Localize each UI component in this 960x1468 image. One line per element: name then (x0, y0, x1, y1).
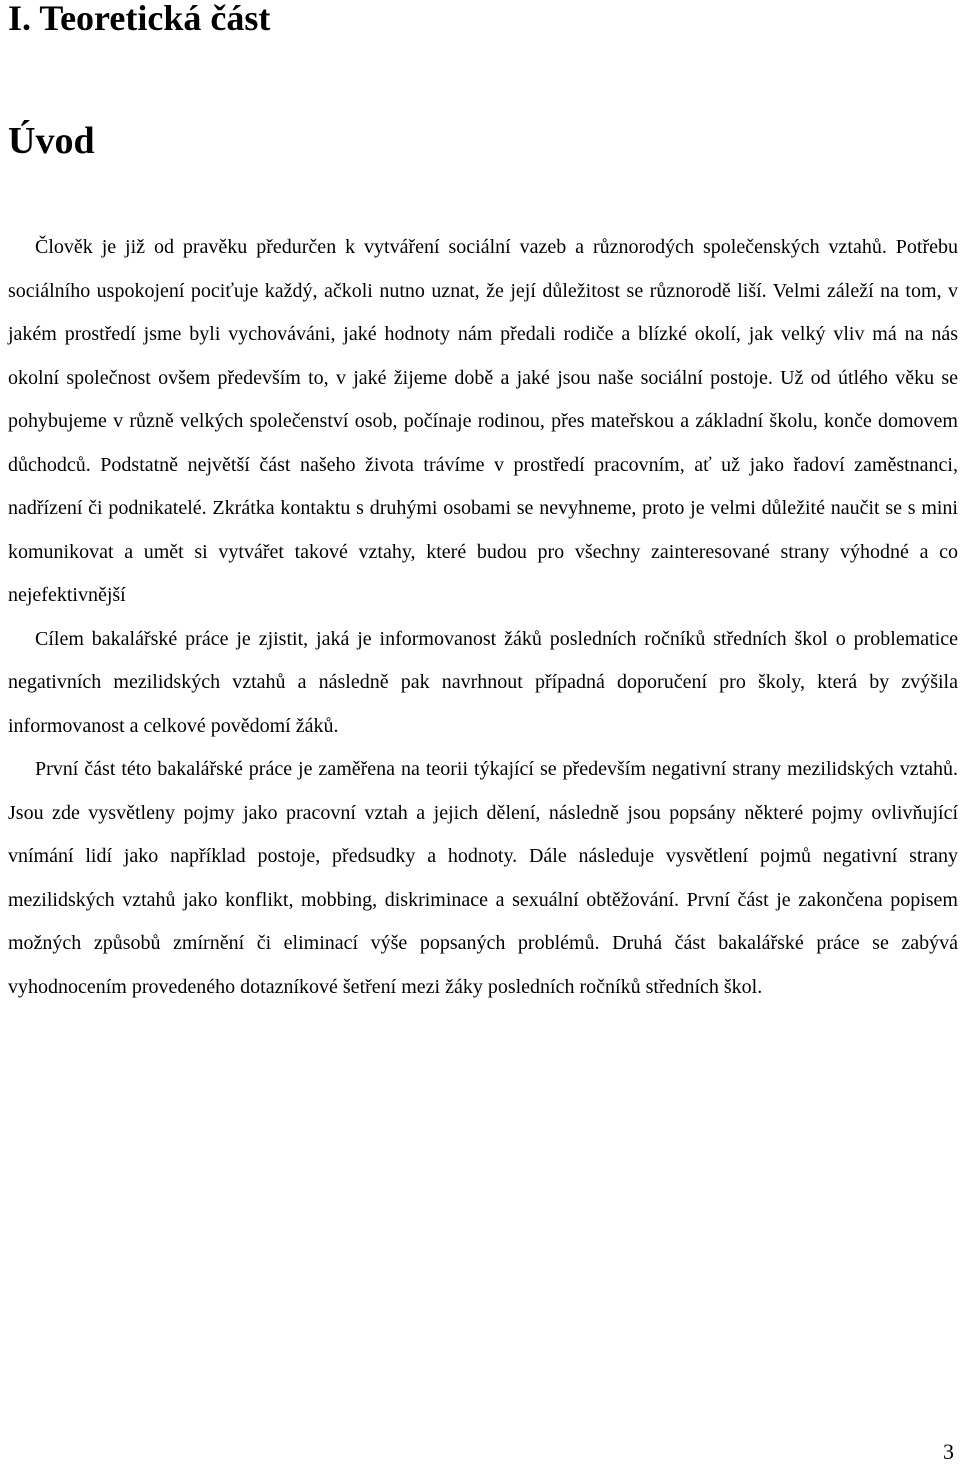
part-title: I. Teoretická část (8, 0, 271, 38)
paragraph-structure: První část této bakalářské práce je zaměřena na teorii týkající se především negativní strany mezilidských vztahů. Jsou zde vysvětleny pojmy jako pracovní vztah a jejich dělení, následně jsou popsány některé pojmy ovlivňující vnímání lidí jako například postoje, předsudky a hodnoty. Dále následuje vysvětlení pojmů negativní strany mezilidských vztahů jako konflikt, mobbing, diskriminace a sexuální obtěžování. První část je zakončena popisem možných způsobů zmírnění či eliminací výše popsaných problémů. Druhá část bakalářské práce se zabývá vyhodnocením provedeného dotazníkové šetření mezi žáky posledních ročníků středních škol. (8, 758, 958, 998)
paragraph-aim: Cílem bakalářské práce je zjistit, jaká je informovanost žáků posledních ročníků středních škol o problematice negativních mezilidských vztahů a následně pak navrhnout případná doporučení pro školy, která by zvýšila informovanost a celkové povědomí žáků. (8, 627, 958, 737)
body-text (8, 226, 958, 1009)
section-title: Úvod (8, 120, 95, 162)
paragraph-intro: Člověk je již od pravěku předurčen k vytváření sociální vazeb a různorodých společenských vztahů. Potřebu sociálního uspokojení pociťuje každý, ačkoli nutno uznat, že její důležitost se různorodě liší. Velmi záleží na tom, v jakém prostředí jsme byli vychováváni, jaké hodnoty nám předali rodiče a blízké okolí, jak velký vliv má na nás okolní společnost ovšem především to, v jaké žijeme době a jaké jsou naše sociální postoje. Už od útlého věku se pohybujeme v různě velkých společenství osob, počínaje rodinou, přes mateřskou a základní školu, konče domovem důchodců. Podstatně největší část našeho života trávíme v prostředí pracovním, ať už jako řadoví zaměstnanci, nadřízení či podnikatelé. Zkrátka kontaktu s druhými osobami se nevyhneme, proto je velmi důležité naučit se s mini komunikovat a umět si vytvářet takové vztahy, které budou pro všechny zainteresované strany výhodné a co nejefektivnější (8, 236, 958, 606)
page-number: 3 (943, 1439, 954, 1464)
